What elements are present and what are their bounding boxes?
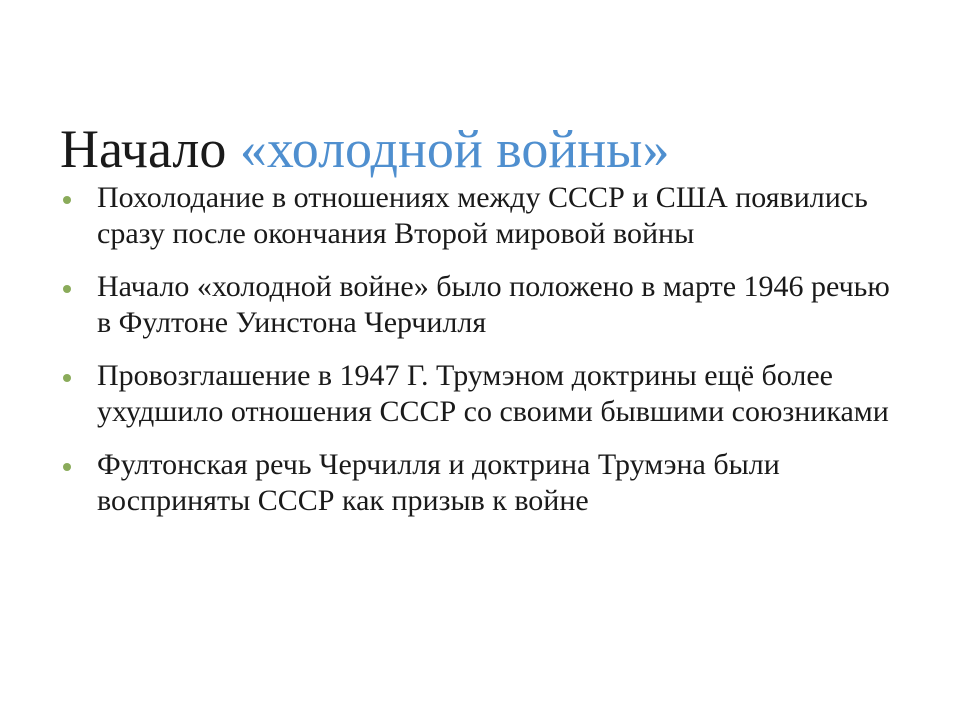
bullet-dot-icon [63, 463, 71, 471]
bullet-list [60, 180, 900, 536]
bullet-text: Фултонская речь Черчилля и доктрина Трумэна были восприняты СССР как призыв к войне [97, 448, 780, 517]
slide-title [60, 118, 920, 180]
bullet-text: Начало «холодной войне» было положено в марте 1946 речью в Фултоне Уинстона Черчилля [97, 270, 890, 339]
bullet-text: Провозглашение в 1947 Г. Трумэном доктрины ещё более ухудшило отношения СССР со своими бывшими союзниками [97, 359, 889, 428]
bullet-item [60, 269, 900, 341]
bullet-text: Похолодание в отношениях между СССР и США появились сразу после окончания Второй мировой войны [97, 181, 868, 250]
bullet-item [60, 358, 900, 430]
bullet-dot-icon [63, 374, 71, 382]
bullet-item [60, 447, 900, 519]
bullet-dot-icon [63, 285, 71, 293]
title-accent-text: «холодной войны» [239, 119, 670, 180]
title-plain-text: Начало [60, 119, 240, 180]
bullet-item [60, 180, 900, 252]
bullet-dot-icon [63, 196, 71, 204]
